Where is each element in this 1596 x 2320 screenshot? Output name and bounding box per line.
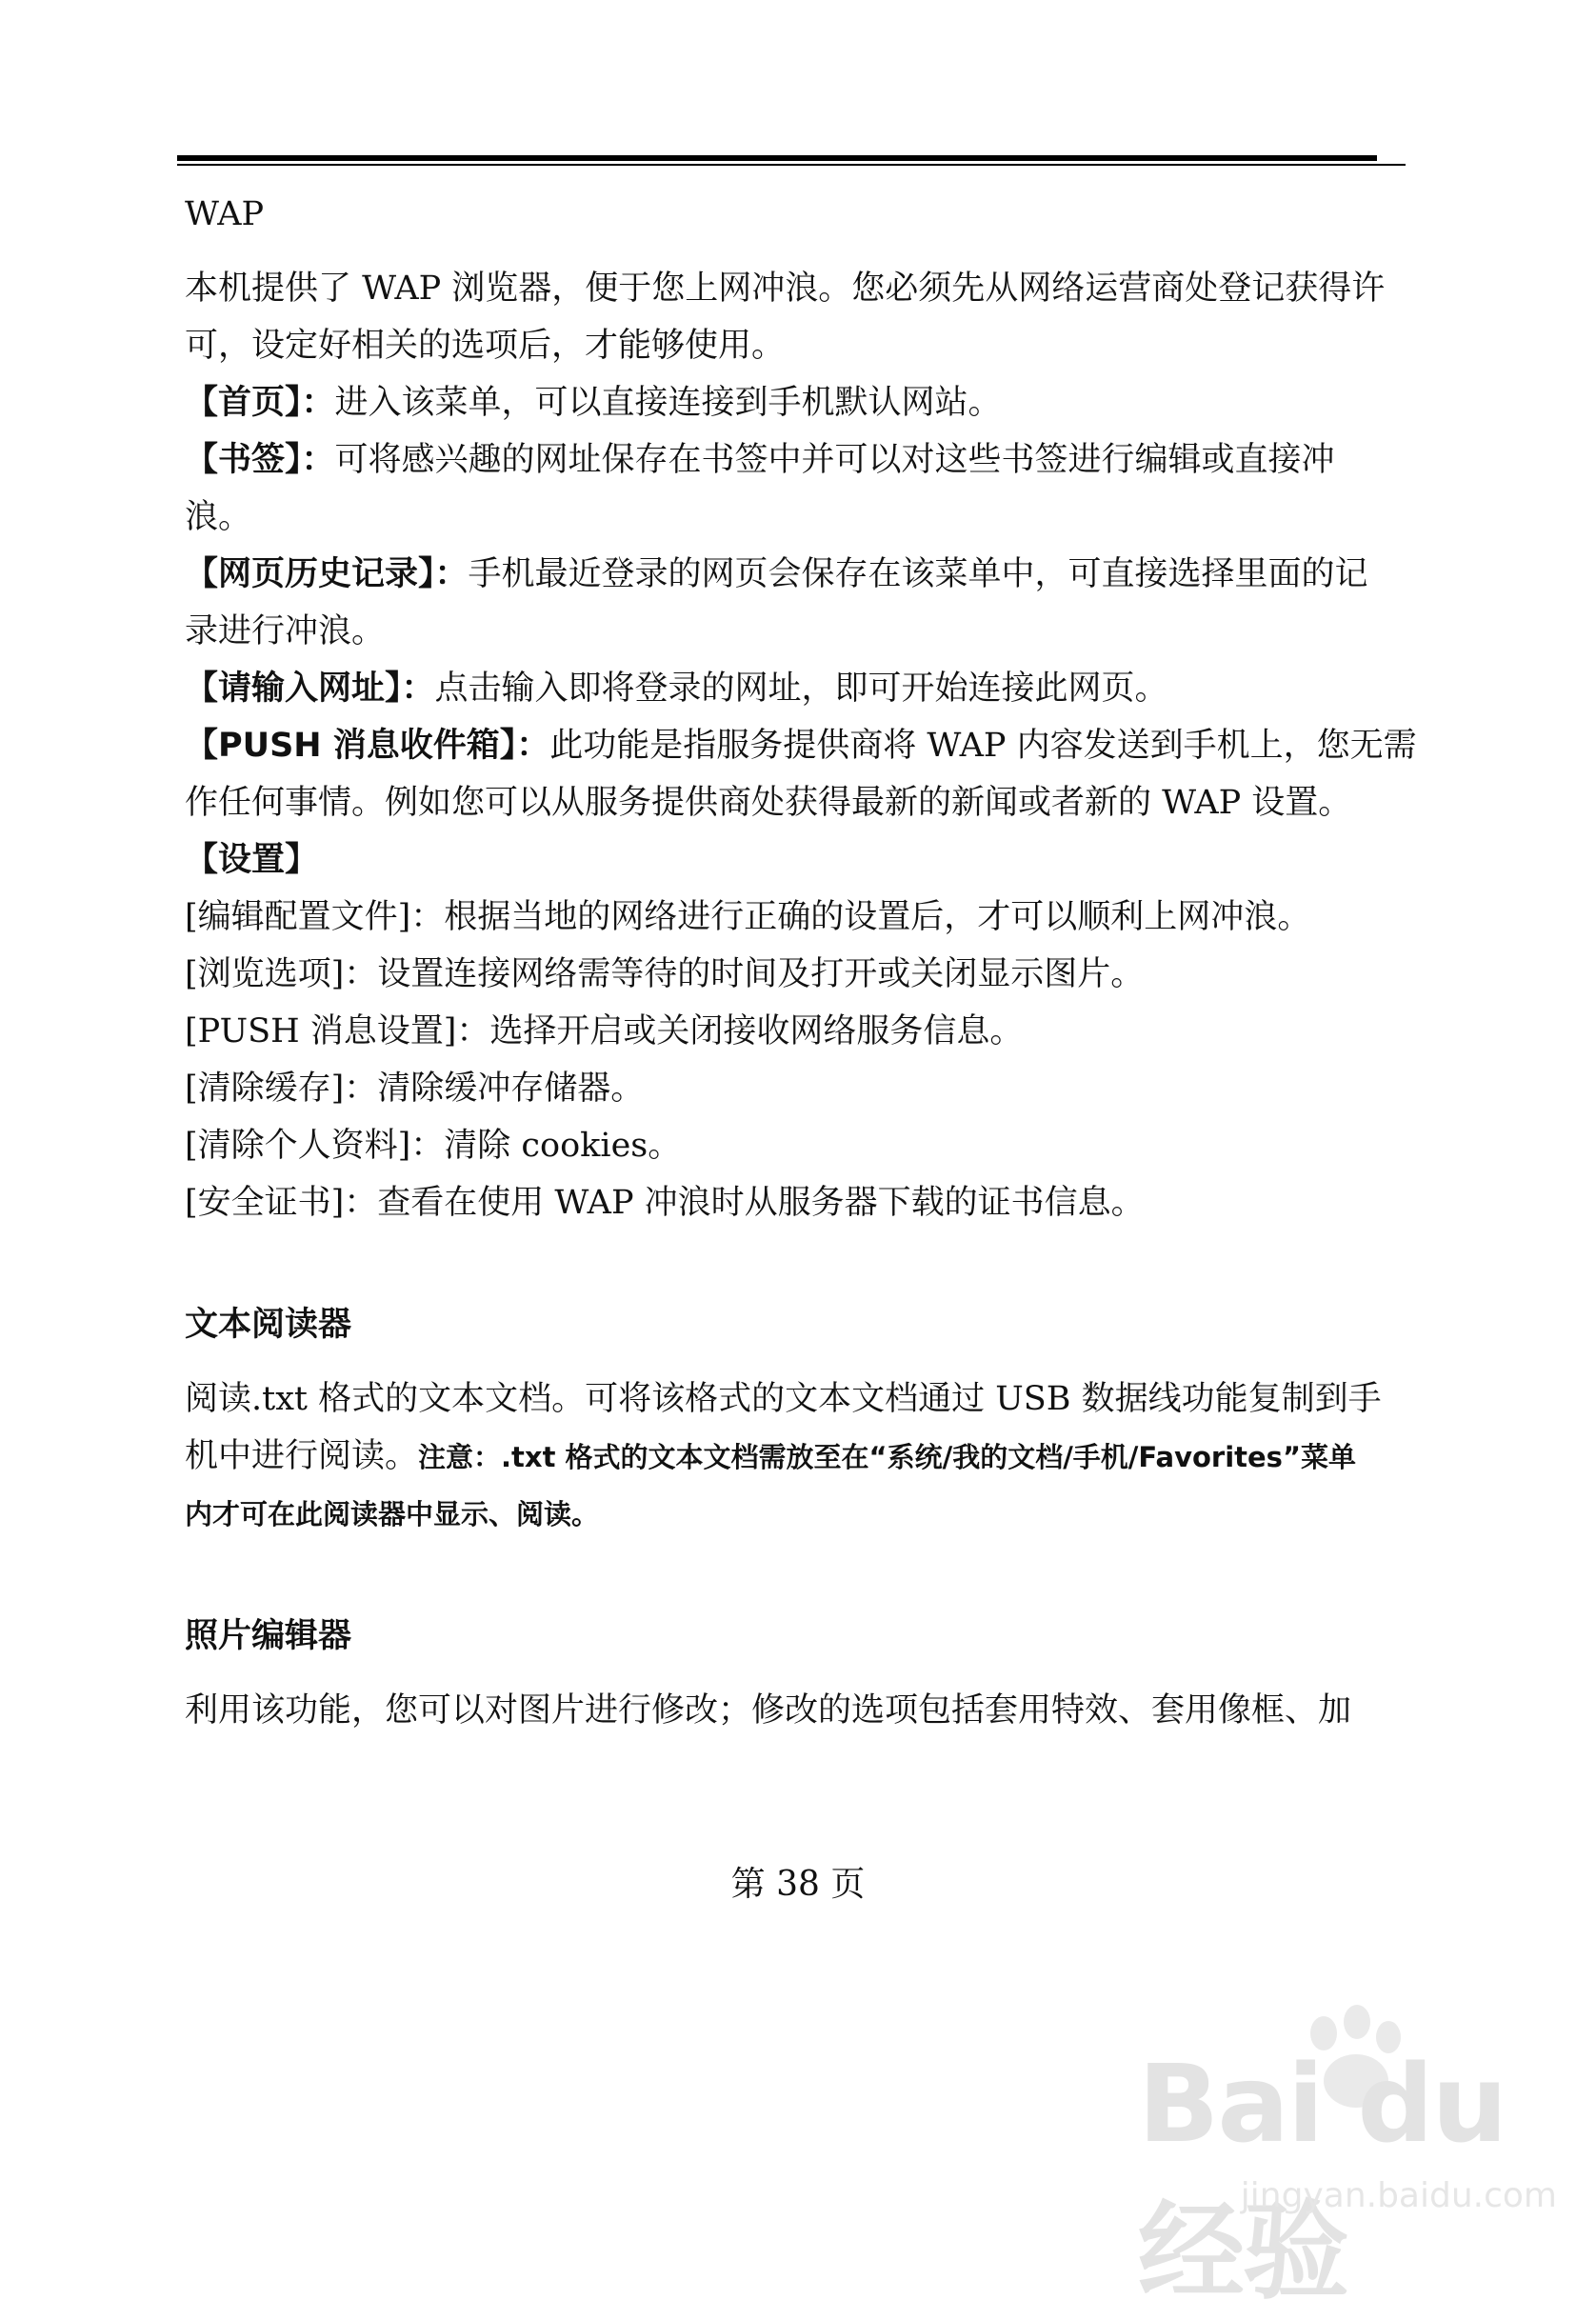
item-text: 此功能是指服务提供商将 WAP 内容发送到手机上，您无需	[549, 727, 1417, 765]
watermark-brand: Bai du 经验	[1138, 2043, 1506, 2314]
photo-editor-line-1: 利用该功能，您可以对图片进行修改；修改的选项包括套用特效、套用像框、加	[185, 1691, 1352, 1730]
reader-line-1: 阅读.txt 格式的文本文档。可将该格式的文本文档通过 USB 数据线功能复制到手	[185, 1380, 1382, 1418]
wap-item-history	[185, 546, 1404, 603]
item-label: 【请输入网址】：	[185, 670, 435, 708]
page-number: 第 38 页	[730, 1865, 866, 1904]
wap-intro-line-1: 本机提供了 WAP 浏览器，便于您上网冲浪。您必须先从网络运营商处登记获得许	[185, 270, 1386, 308]
item-text: 手机最近登录的网页会保存在该菜单中，可直接选择里面的记	[468, 555, 1368, 593]
settings-item-push-settings: [PUSH 消息设置]：选择开启或关闭接收网络服务信息。	[185, 1012, 1024, 1050]
item-text: 点击输入即将登录的网址，即可开始连接此网页。	[434, 670, 1168, 708]
settings-item-clear-personal: [清除个人资料]：清除 cookies。	[185, 1127, 682, 1165]
wap-item-bookmarks-cont: 浪。	[185, 498, 252, 536]
wap-intro-line-2: 可，设定好相关的选项后，才能够使用。	[185, 327, 786, 365]
wap-item-history-cont: 录进行冲浪。	[185, 612, 386, 650]
reader-line-2-text: 机中进行阅读。	[185, 1437, 419, 1475]
reader-note-2: 内才可在此阅读器中显示、阅读。	[185, 1498, 600, 1530]
wap-title: WAP	[185, 195, 265, 233]
settings-item-clear-cache: [清除缓存]：清除缓冲存储器。	[185, 1070, 645, 1108]
wap-item-push-inbox	[185, 717, 1417, 774]
wap-item-push-inbox-cont: 作任何事情。例如您可以从服务提供商处获得最新的新闻或者新的 WAP 设置。	[185, 784, 1352, 822]
settings-item-certificates: [安全证书]：查看在使用 WAP 冲浪时从服务器下载的证书信息。	[185, 1184, 1145, 1222]
header-rule-thin	[177, 164, 1406, 166]
header-rule-thick	[177, 155, 1377, 161]
wap-item-enter-url	[185, 660, 1404, 717]
settings-item-profile: [编辑配置文件]：根据当地的网络进行正确的设置后，才可以顺利上网冲浪。	[185, 898, 1311, 936]
wap-settings-label: 【设置】	[185, 841, 319, 879]
reader-line-2	[185, 1428, 1404, 1486]
item-label: 【PUSH 消息收件箱】：	[185, 727, 550, 765]
item-text: 可将感兴趣的网址保存在书签中并可以对这些书签进行编辑或直接冲	[334, 441, 1335, 479]
item-text: 进入该菜单，可以直接连接到手机默认网站。	[334, 384, 1002, 422]
photo-editor-title: 照片编辑器	[185, 1617, 352, 1655]
wap-item-bookmarks	[185, 431, 1404, 489]
page-content	[185, 186, 1417, 1739]
settings-item-browse-options: [浏览选项]：设置连接网络需等待的时间及打开或关闭显示图片。	[185, 955, 1145, 993]
wap-item-home	[185, 374, 1404, 431]
watermark-url: jingyan.baidu.com	[1240, 2176, 1557, 2215]
reader-title: 文本阅读器	[185, 1306, 352, 1344]
reader-note-1: 注意：.txt 格式的文本文档需放至在“系统/我的文档/手机/Favorites”菜单	[418, 1441, 1356, 1473]
baidu-jingyan-watermark	[1138, 2005, 1576, 2314]
item-label: 【网页历史记录】：	[185, 555, 469, 593]
item-label: 【书签】：	[185, 441, 335, 479]
item-label: 【首页】：	[185, 384, 335, 422]
